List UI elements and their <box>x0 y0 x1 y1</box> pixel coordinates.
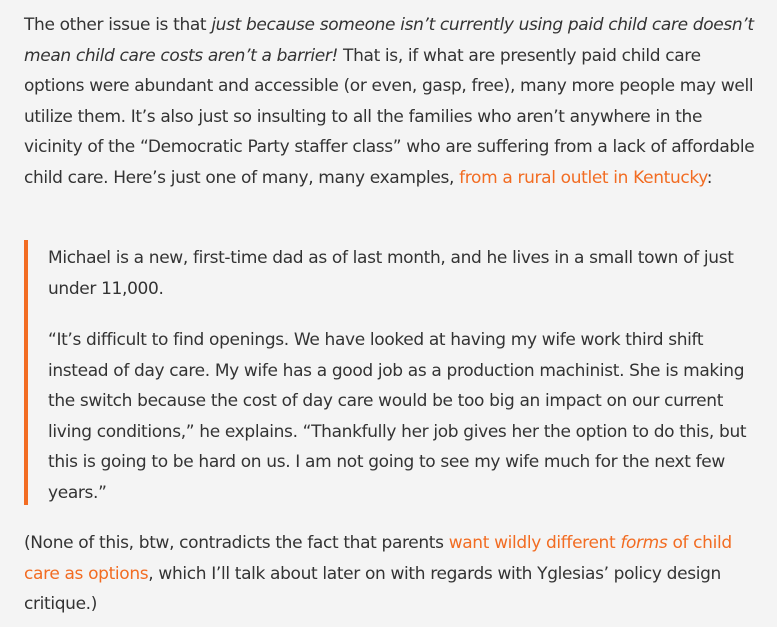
link-text: of child care as options <box>24 533 732 584</box>
paragraph-text: , which I’ll talk about later on with regards with Yglesias’ policy design critique.) <box>24 563 721 614</box>
kentucky-outlet-link[interactable]: from a rural outlet in Kentucky <box>459 167 707 188</box>
blockquote-accent-bar <box>24 240 28 505</box>
paragraph-text: (None of this, btw, contradicts the fact that parents <box>24 533 449 553</box>
paragraph-text: : <box>706 167 713 188</box>
paragraph-intro <box>24 10 759 193</box>
blockquote-paragraph: Michael is a new, first-time dad as of last month, and he lives in a small town of just under 11,000. <box>48 248 734 299</box>
blockquote-paragraph: “It’s difficult to find openings. We have looked at having my wife work third shift instead of day care. My wife has a good job as a production machinist. She is making the switch because the cost of day care would be too big an impact on our current living conditions,” he explains. “Thankfully her job gives her the option to do this, but this is going to be hard on us. I am not going to see my wife much for the next few years.” <box>48 330 747 503</box>
link-emphasis: forms <box>620 533 668 553</box>
paragraph-text: That is, if what are presently paid child care options were abundant and accessible (or even, gasp, free), many more people may well utilize them. It’s also just so insulting to all the families who aren’t anywhere in the vicinity of the “Democratic Party staffer class” who are suffering from a lack of affordable child care. Here’s just one of many, many examples, <box>24 45 755 188</box>
paragraph-text: The other issue is that <box>24 15 212 35</box>
blockquote <box>24 240 764 505</box>
link-text: want wildly different <box>448 533 621 553</box>
paragraph-followup <box>24 528 759 620</box>
emphasis-text: just because someone isn’t currently using paid child care doesn’t mean child care costs aren’t a barrier! <box>24 15 754 66</box>
